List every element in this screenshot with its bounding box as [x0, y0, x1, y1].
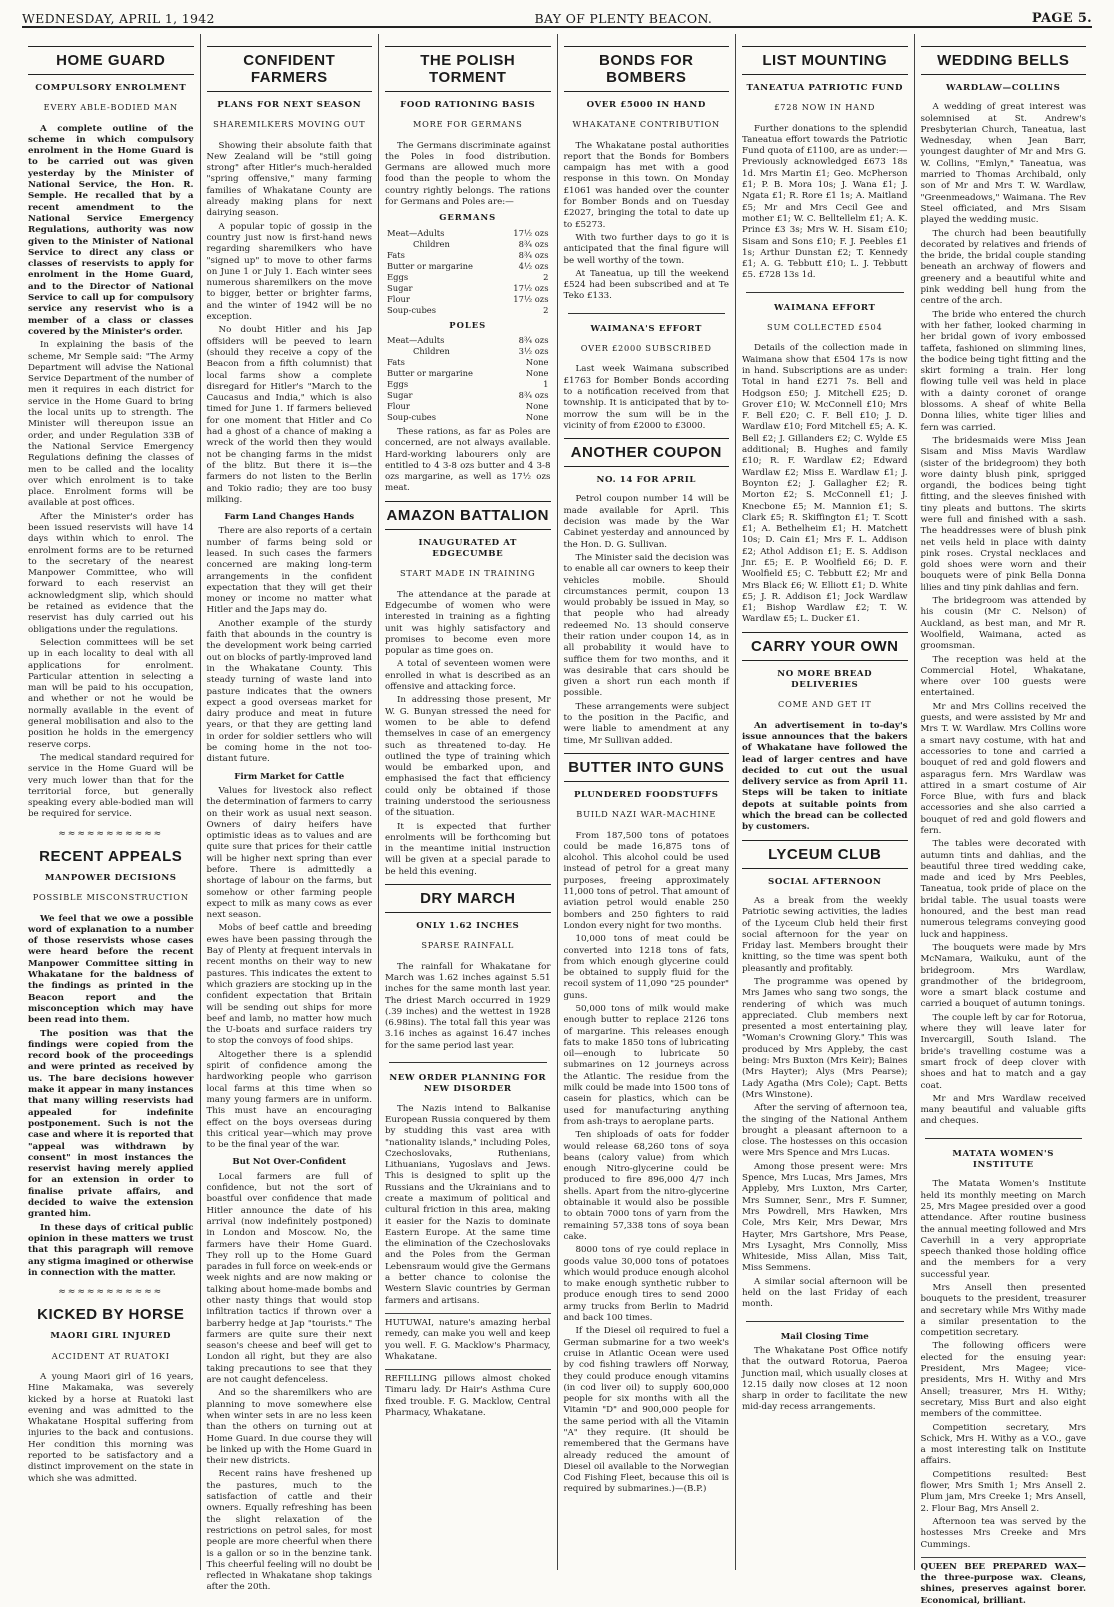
ration-value: 17½ ozs — [513, 293, 549, 304]
subhead-minor: WHAKATANE CONTRIBUTION — [572, 119, 720, 130]
paragraph: The Germans discriminate against the Poles in food distribution. Germans are allowed much more food than the people to whom the country rightly belongs. The rations for Germans and Poles are:— — [385, 140, 551, 208]
paragraph: A total of seventeen women were enrolled in what is described as an offensive and attacking force. — [385, 659, 551, 693]
ration-value: 8¾ ozs — [518, 334, 549, 345]
divider — [389, 1062, 547, 1063]
subhead: NO MORE BREAD DELIVERIES — [777, 668, 873, 691]
headline-new-order: NEW ORDER PLANNING FOR NEW DISORDER — [389, 1073, 547, 1095]
table-row — [385, 272, 551, 283]
section-heading: Farm Land Changes Hands — [224, 512, 355, 523]
table-row — [385, 412, 551, 423]
headline-matata-womens-institute: MATATA WOMEN'S INSTITUTE — [952, 1148, 1055, 1171]
column-6 — [915, 34, 1093, 1606]
paragraph: In addressing those present, Mr W. G. Bunyan stressed the need for women to be able to defend themselves in case of an emergency such as threatened to-day. He outlined the type of training which would be embarked upon, and emphasised the fact that efficiency could only be obtained if those training understood the seriousness of the situation. — [385, 695, 551, 819]
paragraph: And so the sharemilkers who are planning to move somewhere else when winter sets in are no less keen than the others on turning out at Home Guard. In due course they will be linked up with the Home Guard in their new districts. — [206, 1388, 372, 1467]
table-row — [385, 261, 551, 272]
divider — [746, 292, 904, 293]
page-number: PAGE 5. — [1031, 11, 1092, 26]
paragraph: Further donations to the splendid Taneatua effort towards the Patriotic Fund quota of £1100, are as under:—Previously acknowledged £673 18s 1d. Mrs Martin £1; Geo. McPherson £1; P. B. Mora 10s; J. Wana £1; J. Ngata £1; R. Rore £1 1s; A. Maitland £5; Mr and Mrs Cecil Gee and mother £1; W. C. Belltellelm £1; A. K. Prince £3 3s; Mrs W. H. Sisam £10; Sisam and Sons £10; F. J. Peebles £1 1s; Arthur Dunstan £2; T. Kennedy £1; A. G. Tebbutt £10; L. J. Tebbutt £5. £728 13s 1d. — [742, 123, 908, 281]
ration-item: Children — [413, 238, 450, 249]
ration-item: Butter or margarine — [387, 260, 473, 271]
ration-value: 2 — [543, 271, 549, 282]
headline-waimana-effort: WAIMANA EFFORT — [773, 302, 876, 313]
paragraph: No doubt Hitler and his Jap offsiders will be peeved to learn (should they receive a copy of the Beacon from a fifth columnist) that local farms show a complete disregard for Hitler's "March to the Caucasus and India," which is also timed for June 1. If farmers believed for one moment that Hitler and Co had a ghost of a chance of making a wreck of the world then they would not be changing farms in the midst of the blitz. But there it is—the farmers do not listen to the Berlin and Tokio radio; they are too busy milking. — [206, 325, 372, 505]
headline-kicked-by-horse: KICKED BY HORSE — [37, 1306, 185, 1324]
table-caption-germans: GERMANS — [439, 212, 497, 223]
subhead-minor: £728 NOW IN HAND — [774, 102, 876, 113]
paragraph: The tables were decorated with autumn tints and dahlias, and the beautiful three tired wedding cake, made and iced by Mrs Peebles, Taneatua, took pride of place on the bridal table. The usual toasts were honoured, and the best man read numerous telegrams conveying good luck and happiness. — [920, 839, 1086, 940]
paragraph: The Matata Women's Institute held its monthly meeting on March 25, Mrs Magee presided over a good attendance. After routine business the annual meeting followed and Mrs Caverhill in a very appropriate speech thanked those holding office and the members for a very successful year. — [920, 1179, 1086, 1280]
paragraph: Ten shiploads of oats for fodder would release 68,260 tons of soya beans (calory value) from which enough Nitro-glycerine could be produced to fire 896,000 4/7 inch shells. Apart from the nitro-glycerine obtainable it would also be possible to obtain 7000 tons of yarn from the remaining 57,338 tons of soya bean cake. — [563, 1130, 729, 1242]
subhead: COMPULSORY ENROLMENT — [35, 83, 187, 93]
subhead-minor: EVERY ABLE-BODIED MAN — [43, 102, 178, 113]
paragraph: The following officers were elected for the ensuing year: President, Mrs Magee; vice-presidents, Mrs H. Withy and Mrs Ansell; treasurer, Mrs H. Withy; secretary, Miss Burt and also eight members of the committee. — [920, 1341, 1086, 1420]
subhead: WARDLAW—COLLINS — [946, 83, 1061, 93]
masthead — [22, 4, 1092, 28]
subhead-minor: SUM COLLECTED £504 — [767, 322, 883, 333]
headline-amazon-battalion: AMAZON BATTALION — [385, 501, 551, 530]
paragraph: The bouquets were made by Mrs McNamara, Waikuku, aunt of the bridegroom. Mrs Wardlaw, grandmother of the bridegroom, wore a smart black costume and carried a bouquet of autumn tonings. — [920, 942, 1086, 1010]
paragraph: After the Minister's order has been issued reservists will have 14 days within which to enrol. The enrolment forms are to be returned to the secretary of the nearest Manpower Committee, who will forward to each reservist an acknowledgment slip, which should be retained as evidence that the reservist has duly carried out his obligations under the regulations. — [28, 511, 194, 635]
table-row — [385, 346, 551, 357]
subhead-minor: START MADE IN TRAINING — [399, 568, 536, 579]
headline-confident-farmers: CONFIDENT FARMERS — [207, 46, 373, 92]
columns — [22, 34, 1092, 1606]
subhead: NO. 14 FOR APRIL — [596, 475, 696, 486]
paragraph: With two further days to go it is anticipated that the final figure will be well worthy of the town. — [563, 232, 729, 266]
paragraph: 10,000 tons of meat could be converted into 1218 tons of fats, from which enough glycerine could be obtained to supply fluid for the recoil system of 11,090 "25 pounder" guns. — [563, 934, 729, 1001]
headline-wedding-bells: WEDDING BELLS — [921, 46, 1087, 75]
paragraph: As a break from the weekly Patriotic sewing activities, the ladies of the Lyceum Club held their first social afternoon for the year on Friday last. Members brought their knitting, so the time was spent both pleasantly and profitably. — [742, 895, 908, 974]
table-row — [385, 390, 551, 401]
ration-item: Fats — [387, 356, 405, 367]
paragraph: The medical standard required for service in the Home Guard will be very much lower than that for the territorial force, but generally speaking every able-bodied man will be required for service. — [28, 752, 194, 820]
table-row — [385, 379, 551, 390]
ration-item: Soup-cubes — [387, 304, 437, 315]
paragraph: Details of the collection made in Waimana show that £504 17s is now in hand. Subscriptions are as under: Total in hand £271 7s. Bell and Hodgson £50; J. Mitchell £25; D. Grover £10; W. McConnell £10; Mrs F. Bell £20; C. F. Bell £10; J. D. Wardlaw £10; Ford Mitchell £5; A. K. Bell £2; J. Gillanders £2; C. Wylde £5 additional; B. Hughes and family £10; R. F. Wardlaw £2; Edward Wardlaw £2; Miss E. Wardlaw £1; J. Boynton £2; J. Gallagher £2; R. Morton £2; S. McConnell £1; J. Knecbone £5; M. Mannion £1; S. Clark £5; R. Skiffington £1; T. Scott £1; A. Bethelheim £1; H. Matchett 10s; D. Cain £1; Mrs F. L. Addison £2; Athol Addison £1; E. S. Addison Jnr. £5; E. P. Woolfield £6; D. F. Woolfield £5; C. Tebbutt £2; Mr and Mrs Black £6; W. Elliott £1; D. White £5; J. R. Addison £1; Jock Wardlaw £1; Bishop Wardlaw £2; T. W. Wardlaw £5; L. Ducker £1. — [742, 343, 908, 625]
section-heading: Firm Market for Cattle — [234, 771, 345, 782]
paragraph: If the Diesel oil required to fuel a German submarine for a two week's cruise in Atlantic Ocean were used by cod fishing trawlers off Norway, they could produce enough vitamins (in cod liver oil) to supply 600,000 people for six months with all the Vitamin "D" and 900,000 people for the same period with all the Vitamin "A" they require. (It should be remembered that the Germans have already reduced the amount of Diesel oil available to the Norwegian Cod Fishing Fleet, because this oil is required by submarines.)—(B.P.) — [563, 1326, 729, 1495]
newspaper-name: BAY OF PLENTY BEACON. — [534, 11, 713, 26]
paragraph: Last week Waimana subscribed £1763 for Bomber Bonds according to a notification received from that township. It is anticipated that by to-morrow the sum will be in the vicinity of from £2000 to £3000. — [563, 364, 729, 431]
subhead-minor: MORE FOR GERMANS — [412, 119, 523, 130]
table-row — [385, 305, 551, 316]
paragraph: The Whakatane postal authorities report that the Bonds for Bombers campaign has met with a good response in this town. On Monday £1061 was handed over the counter for Bomber Bonds and on Tuesday £2027, bringing the total to date up to £5273. — [563, 140, 729, 230]
paragraph: The rainfall for Whakatane for March was 1.62 inches against 5.51 inches for the same month last year. The driest March occurred in 1929 (.39 inches) and the wettest in 1928 (6.98ins). The total fall this year was 3.16 inches as against 16.47 inches for the same period last year. — [385, 961, 551, 1051]
paragraph: An advertisement in to-day's issue announces that the bakers of Whakatane have followed the lead of larger centres and have decided to cut out the usual delivery service as from April 11. Steps will be taken to initiate depots at suitable points from which the bread can be collected by customers. — [742, 720, 908, 833]
column-4 — [558, 34, 737, 1570]
ad-text: QUEEN BEE PREPARED WAX—the three-purpose wax. Cleans, shines, preserves against borer. Economical, brilliant. — [920, 1561, 1086, 1606]
ration-value: 3½ ozs — [518, 345, 549, 356]
ration-table-poles — [385, 335, 551, 423]
ration-item: Children — [413, 345, 450, 356]
paragraph: The programme was opened by Mrs James who sang two songs, the rendering of which was much appreciated. Club members next presented a most entertaining play, "Woman's Crowning Glory." This was produced by Mrs Appleby, the cast being: Mrs Buxton (Mrs Keir); Baines (Mrs Hayter); Alys (Mrs Pearse); Lady Agatha (Mrs Cole); Capt. Betts (Mrs Winstone). — [742, 977, 908, 1100]
paragraph: The bride who entered the church with her father, looked charming in her bridal gown of ivory embossed taffeta, fashioned on slimming lines, the bodice being tight fitting and the skirt forming a train. Her long flowing tulle veil was held in place with a dainty coronet of orange blossoms. A sheaf of white Bella Donna lilies, white tiger lilies and fern was carried. — [920, 309, 1086, 433]
section-heading: But Not Over-Confident — [232, 1157, 347, 1168]
paragraph: Mrs Ansell then presented bouquets to the president, treasurer and secretary while Mrs Withy made a similar presentation to the competition secretary. — [920, 1282, 1086, 1339]
ration-item: Eggs — [387, 378, 409, 389]
ration-item: Sugar — [387, 282, 413, 293]
subhead-minor: SHAREMILKERS MOVING OUT — [213, 119, 366, 130]
table-row — [385, 250, 551, 261]
divider: ≈≈≈≈≈≈≈≈≈≈≈ — [58, 1287, 164, 1298]
table-row — [385, 357, 551, 368]
paragraph: 8000 tons of rye could replace in goods value 30,000 tons of potatoes which would produce enough alcohol to make enough synthetic rubber to produce enough tires to send 2000 army trucks from Berlin to Madrid and back 100 times. — [563, 1245, 729, 1324]
subhead-minor: ACCIDENT AT RUATOKI — [51, 1350, 170, 1361]
ration-value: None — [525, 411, 549, 422]
ration-table-germans — [385, 228, 551, 316]
paragraph: Among those present were: Mrs Spence, Mrs Lucas, Mrs James, Mrs Appleby, Mrs Luxton, Mrs Carter, Mrs Sumner, Senr., Mrs F. Sumner, Mrs Powdrell, Mrs Hawken, Mrs Cole, Mrs Keir, Mrs Dewar, Mrs Hayter, Mrs Gartshore, Mrs Pease, Mrs Lysaght, Mrs Connolly, Miss Whiteside, Miss Allan, Miss Tait, Miss Semmens. — [742, 1161, 908, 1274]
ration-item: Flour — [387, 400, 410, 411]
table-row — [385, 283, 551, 294]
paragraph: At Taneatua, up till the weekend £524 had been subscribed and at Te Teko £133. — [563, 268, 729, 302]
subhead: PLANS FOR NEXT SEASON — [217, 100, 362, 110]
paragraph: Afternoon tea was served by the hostesses Mrs Creeke and Mrs Cummings. — [920, 1516, 1086, 1550]
headline-polish-torment: THE POLISH TORMENT — [385, 46, 551, 92]
subhead: OVER £5000 IN HAND — [586, 100, 706, 110]
paragraph: Competitions resulted: Best flower, Mrs Smith 1; Mrs Ansell 2. Plum jam, Mrs Creeke 1; Mrs Ansell, 2. Flour Bag, Mrs Ansell 2. — [920, 1469, 1086, 1514]
ration-item: Eggs — [387, 271, 409, 282]
ration-item: Soup-cubes — [387, 411, 437, 422]
ration-value: 17½ ozs — [513, 227, 549, 238]
paragraph: The Minister said the decision was to enable all car owners to keep their vehicles mobile. Should circumstances permit, coupon 13 would probably be issued in May, so that people who had already redeemed No. 13 should conserve their ration under coupon 14, as in all probability it would have to suffice them for two months, and it was desirable that cars should be given a short run each month if possible. — [563, 552, 729, 699]
ration-value: 8¾ ozs — [518, 238, 549, 249]
subhead-minor: COME AND GET IT — [778, 699, 872, 710]
table-row — [385, 335, 551, 346]
paragraph: 50,000 tons of milk would make enough butter to replace 2126 tons of margarine. This releases enough fats to make 1850 tons of lubricating oil—enough to lubricate 50 submarines on 12 journeys across the Atlantic. The residue from the milk could be made into 1500 tons of casein for plastics, which can be used for manufacturing anything from ash-trays to aeroplane parts. — [563, 1004, 729, 1127]
paragraph: The reception was held at the Commercial Hotel, Whakatane, where over 100 guests were entertained. — [920, 654, 1086, 699]
ration-value: 2 — [543, 304, 549, 315]
paragraph: The Whakatane Post Office notify that the outward Rotorua, Paeroa Junction mail, which usually closes at 12.15 daily now closes at 12 noon sharp in order to facilitate the new mid-day recess arrangements. — [742, 1345, 908, 1413]
subhead: ONLY 1.62 INCHES — [416, 921, 520, 932]
ration-value: 8¾ ozs — [518, 389, 549, 400]
headline-recent-appeals: RECENT APPEALS — [39, 848, 183, 865]
divider — [925, 1138, 1083, 1139]
column-2 — [201, 34, 380, 1593]
paragraph: Values for livestock also reflect the determination of farmers to carry on their work as usual next season. Owners of dairy heifers have optimistic ideas as to values and are quite sure that prices for their cattle will be higher next spring than ever before. There is admittedly a shortage of labour on the farms, but somehow or other farming people expect to milk as many cows as ever next season. — [206, 785, 372, 921]
subhead: FOOD RATIONING BASIS — [400, 100, 536, 110]
paragraph: Mobs of beef cattle and breeding ewes have been passing through the Bay of Plenty at frequent intervals in recent months on their way to new pastures. This indicates the extent to which graziers are stocking up in the confident expectation that Britain will be sending out ships for more beef and lamb, no matter how much the U-boats and surface raiders try to stop the convoys of food ships. — [206, 923, 372, 1047]
headline-list-mounting: LIST MOUNTING — [742, 46, 908, 75]
section-heading: Mail Closing Time — [780, 1331, 869, 1342]
subhead-minor: OVER £2000 SUBSCRIBED — [580, 343, 712, 354]
paragraph: There are also reports of a certain number of farms being sold or leased. In such cases the farmers concerned are making long-term arrangements in the confident expectation that they will get their money or income no matter what Hitler and the Japs may do. — [206, 526, 372, 616]
column-1 — [22, 34, 201, 1570]
paragraph: These rations, as far as Poles are concerned, are not always available. Hard-working labourers only are entitled to 4 3-8 ozs butter and 4 3-8 ozs margarine, as well as 17½ ozs meat. — [385, 426, 551, 494]
headline-lyceum-club: LYCEUM CLUB — [742, 840, 908, 869]
advertisement-queen-bee-wax — [921, 1557, 1087, 1607]
paragraph: Competition secretary, Mrs Schick, Mrs H. Withy as a V.O., gave a most interesting talk on Institute affairs. — [920, 1422, 1086, 1467]
subhead: SOCIAL AFTERNOON — [768, 876, 882, 887]
paragraph: In explaining the basis of the scheme, Mr Semple said: "The Army Department will advise the National Service Department of the number of men it requires in each district for service in the Home Guard to bring the local units up to strength. The Minister will thereupon issue an order, and under Regulation 33B of the National Service Emergency Regulations defining the classes of men to be called and the locality over which enrolment is to take place. Enrolment forms will be available at post offices. — [28, 340, 194, 509]
ration-item: Sugar — [387, 389, 413, 400]
ration-item: Meat—Adults — [387, 334, 445, 345]
ration-value: 4½ ozs — [518, 260, 549, 271]
ration-item: Meat—Adults — [387, 227, 445, 238]
subhead: MANPOWER DECISIONS — [44, 873, 177, 883]
subhead: INAUGURATED AT EDGECUMBE — [418, 537, 518, 560]
paragraph: The bridegroom was attended by his cousin (Mr C. Nelson) of Auckland, as best man, and Mr R. Woolfield, Waimana, acted as groomsman. — [920, 596, 1086, 652]
ration-value: None — [525, 356, 549, 367]
column-3 — [379, 34, 558, 1570]
paragraph: Selection committees will be set up in each locality to deal with all applications for enrolment. Particular attention in selecting a man will be paid to his occupation, and whether or not he would be normally available in the event of general mobilisation and also to the position he holds in the emergency reserve corps. — [28, 637, 194, 750]
paragraph: A young Maori girl of 16 years, Hine Makamaka, was severely kicked by a horse at Ruatoki last evening and was admitted to the Whakatane Hospital suffering from injuries to the back and contusions. Her condition this morning was reported to be satisfactory and a distinct improvement on the state in which she was admitted. — [28, 1371, 194, 1484]
paragraph: The position was that the findings were copied from the record book of the proceedings and were printed as received by us. The bare decisions however make it appear in many instances that many willing reservists had appealed for indefinite postponement. Such is not the case and where it is reported that "appeal was withdrawn by consent" in most instances the reservist having merely applied for an extension in order to finalise private affairs, and decided to waive the extension granted him. — [28, 1028, 194, 1220]
ration-value: 1 — [543, 378, 549, 389]
headline-butter-into-guns: BUTTER INTO GUNS — [564, 753, 730, 782]
paragraph: Local farmers are full of confidence, but not the sort of boastful over confidence that made Hitler announce the date of his arrival (now indefinitely postponed) in London and Moscow. No, the farmers have their Home Guard. They roll up to the Home Guard parades in full force on week-ends or week nights and are now making or talking about home-made bombs and other nasty things that would stop infiltration tactics if thrown over a barberry hedge at Jap "tourists." The farmers are quite sure their next season's cheese and beef will get to London all right, but they are also taking precautions to see that they are not caught defenceless. — [206, 1171, 372, 1386]
column-5 — [736, 34, 915, 1570]
ration-value: None — [525, 400, 549, 411]
subhead-minor: BUILD NAZI WAR-MACHINE — [576, 809, 717, 820]
table-row — [385, 368, 551, 379]
ration-value: 8¾ ozs — [518, 249, 549, 260]
ration-value: None — [525, 367, 549, 378]
paragraph: Recent rains have freshened up the pastures, much to the satisfaction of cattle and their owners. Equally refreshing has been the slight relaxation of the restrictions on petrol sales, for most people are more cheerful when there is a gallon or so in the benzine tank. This cheerful feeling will no doubt be reflected in Whakatane shop takings after the 20th. — [206, 1469, 372, 1593]
ad-text: HUTUWAI, nature's amazing herbal remedy, can make you well and keep you well. F. G. Macklow's Pharmacy, Whakatane. — [385, 1317, 551, 1362]
paragraph: The Nazis intend to Balkanise European Russia conquered by them by studding this vast area with "nationality islands," including Poles, Czechoslovaks, Ruthenians, Lithuanians, Yugoslavs and Jews. This is designed to split up the Russians and the Ukrainians and to create a maximum of political and cultural friction in this area, making it easier for the Nazis to dominate Eastern Europe. At the same time the elimination of the Czechoslovaks and the Poles from the German Lebensraum would give the Germans a better chance to colonise the Western Slavic countries by German farmers and artisans. — [385, 1103, 551, 1306]
ration-item: Butter or margarine — [387, 367, 473, 378]
table-row — [385, 294, 551, 305]
issue-date: WEDNESDAY, APRIL 1, 1942 — [22, 11, 215, 26]
advertisement-hutuwai — [385, 1313, 551, 1363]
paragraph: The couple left by car for Rotorua, where they will leave later for Invercargill, South Island. The bride's travelling costume was a smart frock of deep clover with shoes and hat to match and a gay coat. — [920, 1012, 1086, 1091]
paragraph: A wedding of great interest was solemnised at St. Andrew's Presbyterian Church, Taneatua, last Wednesday, when Jean Barr, youngest daughter of Mr and Mrs G. W. Collins, "Emlyn," Taneatua, was married to Thomas Archibald, only son of Mr and Mrs T. W. Wardlaw, "Greenmeadows," Waimana. The Rev Steel officiated, and Mrs Sisam played the wedding music. — [920, 102, 1086, 226]
table-row — [385, 401, 551, 412]
subhead: TANEATUA PATRIOTIC FUND — [746, 83, 903, 93]
ration-item: Flour — [387, 293, 410, 304]
paragraph: The church had been beautifully decorated by relatives and friends of the bride, the bridal couple standing beneath an archway of flowers and greenery and a beautiful white and pink wedding bell hung from the centre of the arch. — [920, 228, 1086, 307]
subhead: PLUNDERED FOODSTUFFS — [573, 789, 719, 800]
headline-waimanas-effort: WAIMANA'S EFFORT — [590, 323, 703, 334]
subhead-minor: POSSIBLE MISCONSTRUCTION — [32, 892, 189, 903]
paragraph: The attendance at the parade at Edgecumbe of women who were interested in training as a fighting unit was highly satisfactory and promises to become even more popular as time goes on. — [385, 589, 551, 657]
headline-home-guard: HOME GUARD — [28, 46, 194, 75]
paragraph: Mr and Mrs Collins received the guests, and were assisted by Mr and Mrs T. W. Wardlaw. Mrs Collins wore a smart navy costume, with hat and accessories to tone and carried a bouquet of red and gold flowers and asparagus fern. Mrs Wardlaw was attired in a smart costume of Air Force Blue, with furs and black accessories and she also carried a bouquet of red and gold flowers and fern. — [920, 701, 1086, 836]
paragraph: Another example of the sturdy faith that abounds in the country is the development work being carried out on blocks of partly-improved land in the Whakatane County. This steady turning of waste land into pasture indicates that the owners expect a good overseas market for dairy produce and meat in future years, or that they are getting land in order for soldier settlers who will be coming home in the not too-distant future. — [206, 618, 372, 765]
paragraph: The bridesmaids were Miss Jean Sisam and Miss Mavis Wardlaw (sister of the bridegroom) they both wore dainty blush pink, sprigged organdi, the bodices being tight fitting, and the sleeves finished with tiny pleats and buttons. The skirts were full and finished with a sash. The headdresses were of blush pink net veils held in place with dainty pink roses. Crystal necklaces and gold shoes were worn and their bouquets were of pink Bella Donna lilies and tiny pink dahlias and fern. — [920, 435, 1086, 593]
table-row — [385, 239, 551, 250]
paragraph: From 187,500 tons of potatoes could be made 16,875 tons of alcohol. This alcohol could be used instead of petrol for a great many purposes, freeing approximately 11,000 tons of petrol. That amount of aviation petrol would enable 250 bombers and 250 fighters to raid London every night for two months. — [563, 830, 729, 931]
headline-carry-your-own: CARRY YOUR OWN — [742, 632, 908, 661]
paragraph: After the serving of afternoon tea, the singing of the National Anthem brought a pleasant afternoon to a close. The hostesses on this occasion were Mrs Spence and Mrs Lucas. — [742, 1103, 908, 1159]
paragraph: Petrol coupon number 14 will be made available for April. This decision was made by the War Cabinet yesterday and announced by the Hon. D. G. Sullivan. — [563, 494, 729, 550]
paragraph: These arrangements were subject to the position in the Pacific, and were liable to amendment at any time, Mr Sullivan added. — [563, 701, 729, 746]
ration-value: 17½ ozs — [513, 282, 549, 293]
paragraph: A similar social afternoon will be held on the last Friday of each month. — [742, 1276, 908, 1310]
ration-item: Fats — [387, 249, 405, 260]
table-row — [385, 228, 551, 239]
paragraph: Altogether there is a splendid spirit of confidence among the hardworking people who garrison local farms at this time when so many young farmers are in uniform. This must have an encouraging effect on the boys overseas during this critical year—which may prove to be the final year of the war. — [206, 1049, 372, 1151]
paragraph: In these days of critical public opinion in these matters we trust that this paragraph will remove any stigma imagined or otherwise in connection with the matter. — [28, 1222, 194, 1278]
headline-another-coupon: ANOTHER COUPON — [564, 438, 730, 467]
paragraph: It is expected that further enrolments will be forthcoming but in the meantime initial instruction will be given at a special parade to be held this evening. — [385, 821, 551, 877]
divider — [746, 1321, 904, 1322]
subhead: MAORI GIRL INJURED — [50, 1331, 172, 1342]
ad-text: REFILLING pillows almost choked Timaru lady. Dr Hair's Asthma Cure fixed trouble. F. G. Macklow, Central Pharmacy, Whakatane. — [385, 1374, 551, 1419]
divider: ≈≈≈≈≈≈≈≈≈≈≈ — [58, 828, 164, 839]
paragraph: Mr and Mrs Wardlaw received many beautiful and valuable gifts and cheques. — [920, 1093, 1086, 1127]
paragraph: Showing their absolute faith that New Zealand will be "still going strong" after Hitler's much-heralded "spring offensive," many farming families of Whakatane County are already making plans for next dairying season. — [206, 140, 372, 219]
paragraph: A popular topic of gossip in the country just now is first-hand news regarding sharemilkers who have "signed up" to move to other farms on June 1 or July 1. Each winter sees numerous sharemilkers on the move to bigger, better or brighter farms, and the winter of 1942 will be no exception. — [206, 221, 372, 323]
paragraph: We feel that we owe a possible word of explanation to a number of those reservists whose cases were heard before the recent Manpower Committee sitting in Whakatane for the baldness of the findings as printed in the Beacon report and the misconception which may have been read into them. — [28, 913, 194, 1026]
subhead-minor: SPARSE RAINFALL — [421, 940, 515, 951]
divider — [568, 313, 726, 314]
headline-dry-march: DRY MARCH — [385, 884, 551, 913]
advertisement-refilling — [385, 1369, 551, 1419]
paragraph: A complete outline of the scheme in which compulsory enrolment in the Home Guard is to be carried out was given yesterday by the Minister of National Service, the Hon. R. Semple. He recalled that by a recent amendment to the National Service Emergency Regulations, authority was now given to the Minister of National Service to direct any class or classes of reservists to apply for enrolment in the Home Guard, and to the Director of National Service to call up for compulsory service any reservist who is a member of a class or classes covered by the Minister's order. — [28, 123, 194, 337]
table-caption-poles: POLES — [449, 319, 487, 330]
headline-bonds-for-bombers: BONDS FOR BOMBERS — [564, 46, 730, 92]
